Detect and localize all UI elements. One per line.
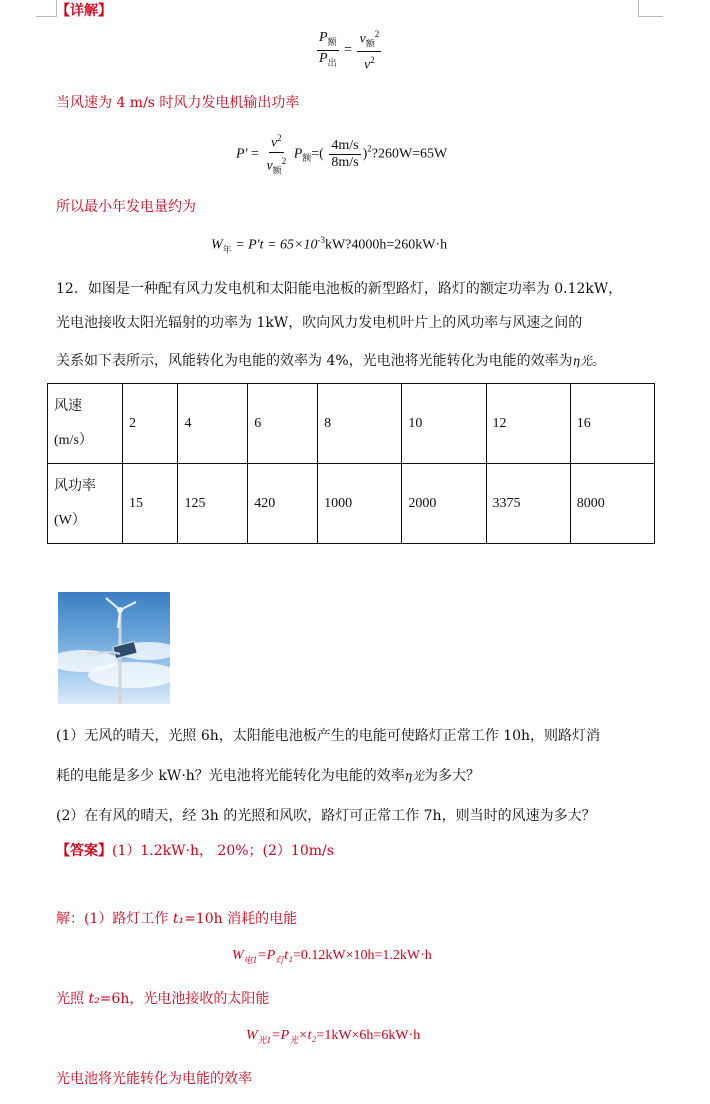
question-12-line-2: 光电池接收太阳光辐射的功率为 1kW，吹向风力发电机叶片上的风功率与风速之间的	[56, 315, 583, 331]
header-unit: (W）	[54, 512, 86, 528]
streetlight-photo	[58, 592, 170, 704]
header-unit: (m/s）	[54, 432, 93, 448]
period: 。	[591, 353, 606, 369]
eta-light-symbol: η光	[572, 354, 592, 368]
table-row-speed	[48, 384, 655, 464]
equals-sign: =	[344, 42, 352, 58]
symbol-t2: ×t₂	[298, 1028, 317, 1043]
symbol-P-prime: P'	[236, 146, 248, 162]
table-cell: 12	[486, 384, 570, 464]
formula-result: ?260W=65W	[371, 146, 448, 162]
table-cell: 2000	[402, 464, 486, 544]
corner-mark-right	[638, 0, 663, 17]
equals-sign: =	[251, 146, 259, 162]
text-wind-4ms: 当风速为 4 m/s 时风力发电机输出功率	[56, 95, 300, 111]
solution-text-tail: =10h 消耗的电能	[184, 911, 298, 927]
superscript: 2	[277, 133, 282, 143]
superscript: -3	[317, 235, 325, 245]
subscript: 额	[272, 165, 282, 176]
question-12-line-3-text: 关系如下表所示，风能转化为电能的效率为 4%，光电池将光能转化为电能的效率为	[56, 353, 573, 369]
question-12-line-1: 12．如图是一种配有风力发电机和太阳能电池板的新型路灯，路灯的额定功率为 0.12kW，	[56, 281, 623, 297]
fraction-speed	[357, 26, 381, 74]
solution-line-3: 光电池将光能转化为电能的效率	[56, 1071, 252, 1087]
table-header-speed	[48, 384, 123, 464]
table-cell: 420	[248, 464, 318, 544]
table-cell: 16	[570, 384, 654, 464]
symbol-v: v	[266, 158, 273, 174]
table-header-power	[48, 464, 123, 544]
superscript: 2	[281, 155, 287, 166]
table-cell: 4	[178, 384, 248, 464]
superscript: 2	[367, 143, 372, 154]
sub-question-2: (2）在有风的晴天，经 3h 的光照和风吹，路灯可正常工作 7h，则当时的风速为多大？	[56, 808, 596, 824]
question-12-line-3	[56, 350, 606, 370]
table-cell: 125	[178, 464, 248, 544]
subscript: 额	[365, 38, 375, 49]
fraction-speed-ratio	[329, 138, 360, 171]
table-cell: 15	[123, 464, 178, 544]
formula-result: =1kW×6h=6kW·h	[316, 1028, 421, 1043]
header-text: 风功率	[54, 478, 96, 494]
symbol-P: P	[319, 29, 328, 45]
symbol-t2: t₂	[88, 991, 100, 1007]
equals-P: =P	[271, 1028, 290, 1043]
subscript: 年	[222, 244, 232, 255]
answer-tag: 【答案】	[56, 843, 112, 859]
answer-text: (1）1.2kW·h， 20%；(2）10m/s	[112, 843, 334, 859]
formula-solar-energy	[246, 1028, 420, 1046]
header-text: 风速	[54, 398, 82, 414]
subscript: 电1	[243, 954, 258, 965]
equals-P: =P	[257, 948, 276, 963]
symbol-W: W	[232, 948, 244, 963]
eta-light-symbol: η光	[404, 769, 424, 783]
symbol-P: P	[293, 146, 303, 162]
solution-line-1	[56, 908, 297, 928]
formula-power-ratio	[315, 26, 383, 74]
symbol-v: v	[359, 31, 366, 47]
symbol-v: v	[270, 135, 278, 151]
sub-question-1-line-2	[56, 765, 480, 785]
solution-text: 光照	[56, 991, 89, 1007]
symbol-W: W	[211, 237, 223, 253]
symbol-W: W	[246, 1028, 258, 1043]
sub-question-1-tail: 为多大？	[424, 768, 480, 784]
sub-question-1-text: 耗的电能是多少 kW·h？光电池将光能转化为电能的效率	[56, 768, 405, 784]
detail-tag: 【详解】	[56, 3, 112, 19]
table-cell: 2	[123, 384, 178, 464]
subscript: 光	[289, 1034, 299, 1045]
formula-result: kW?4000h=260kW·h	[324, 237, 448, 253]
formula-annual-energy	[211, 235, 447, 255]
symbol-P: P	[319, 50, 328, 66]
solution-text: 解：(1）路灯工作	[56, 911, 173, 927]
formula-energy-consumed	[232, 948, 432, 966]
corner-mark-left	[36, 0, 57, 17]
fraction-v-squared	[264, 130, 288, 178]
formula-result: =0.12kW×10h=1.2kW·h	[292, 948, 432, 963]
formula-middle: = P't = 65×10	[231, 237, 318, 253]
open-paren: =(	[311, 146, 324, 162]
solution-line-2	[56, 988, 269, 1008]
subscript: 灯	[275, 954, 285, 965]
wind-power-table	[47, 383, 655, 544]
denominator: 8m/s	[331, 154, 359, 170]
table-cell: 3375	[486, 464, 570, 544]
subscript: 额	[302, 153, 312, 164]
symbol-t1: t₁	[172, 911, 185, 927]
superscript: 2	[374, 29, 380, 39]
sub-question-1-line-1: (1）无风的晴天，光照 6h，太阳能电池板产生的电能可使路灯正常工作 10h，则路灯消	[56, 728, 601, 744]
close-paren: )	[362, 146, 368, 162]
solution-text-tail: =6h，光电池接收的太阳能	[99, 991, 270, 1007]
subscript: 光1	[257, 1034, 272, 1045]
superscript: 2	[370, 55, 375, 66]
table-cell: 8	[318, 384, 402, 464]
text-min-annual: 所以最小年发电量约为	[56, 199, 196, 215]
table-cell: 10	[402, 384, 486, 464]
formula-output-power	[236, 130, 447, 178]
fraction-power	[317, 30, 339, 71]
answer-line	[56, 840, 334, 860]
symbol-v: v	[363, 58, 371, 74]
table-cell: 8000	[570, 464, 654, 544]
subscript: 出	[327, 57, 337, 68]
subscript: 额	[327, 36, 337, 47]
table-row-power	[48, 464, 655, 544]
table-cell: 6	[248, 384, 318, 464]
numerator: 4m/s	[331, 137, 359, 153]
table-cell: 1000	[318, 464, 402, 544]
symbol-t1: t₁	[284, 948, 293, 963]
